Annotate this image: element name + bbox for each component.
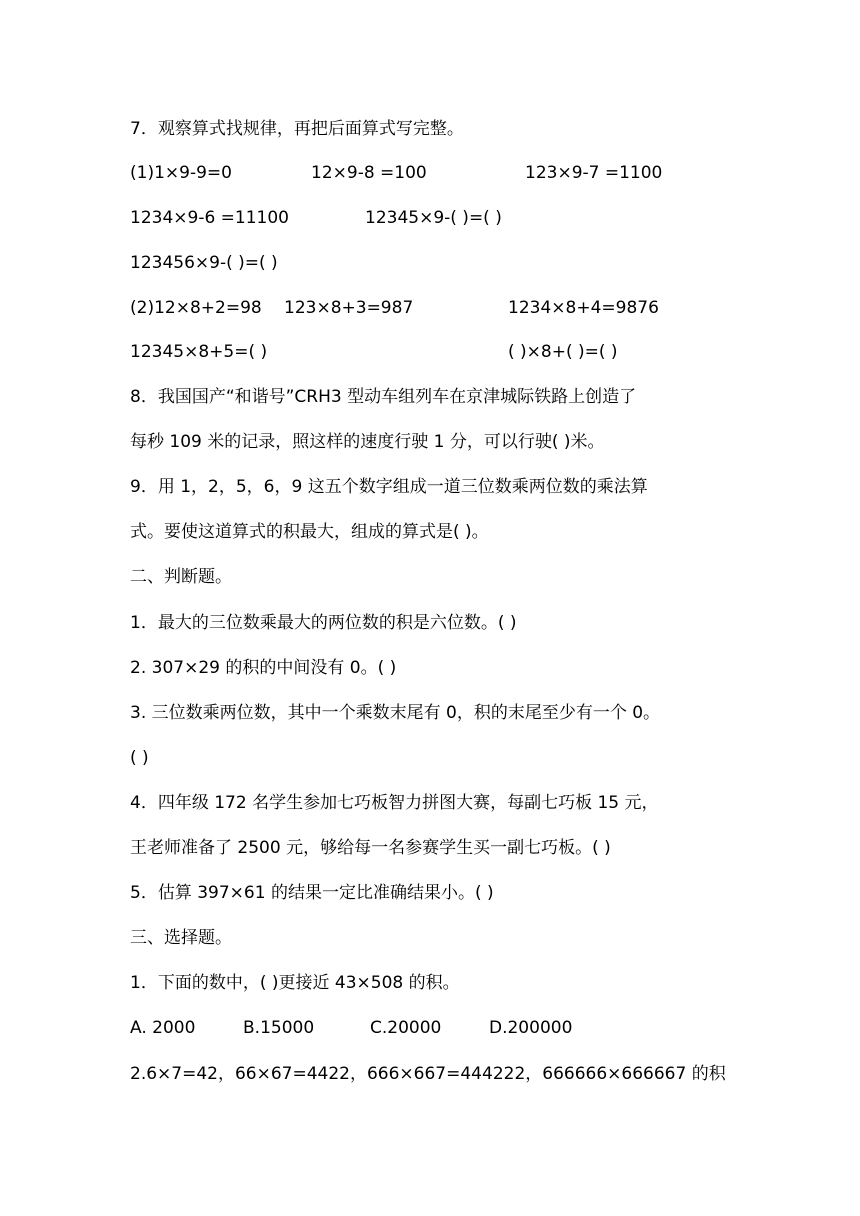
q7-r5-fill-blank-2: ( )×8+( )=( ) xyxy=(508,342,618,362)
choice-question-1: 1．下面的数中，( )更接近 43×508 的积。 xyxy=(130,973,460,993)
option-b: B.15000 xyxy=(243,1018,315,1038)
q7-title: 7．观察算式找规律，再把后面算式写完整。 xyxy=(130,119,464,139)
q7-row-1 xyxy=(130,162,740,184)
q9-line-2: 式。要使这道算式的积最大，组成的算式是( )。 xyxy=(130,522,489,542)
q7-row-2 xyxy=(130,207,740,229)
option-c: C.20000 xyxy=(370,1018,442,1038)
q8-line-1: 8．我国国产“和谐号”CRH3 型动车组列车在京津城际铁路上创造了 xyxy=(130,387,637,407)
judge-question-4-line-1: 4．四年级 172 名学生参加七巧板智力拼图大赛，每副七巧板 15 元， xyxy=(130,793,659,813)
q7-row-5 xyxy=(130,341,740,363)
q7-row-3 xyxy=(130,252,740,274)
section-2-heading: 二、判断题。 xyxy=(130,567,232,587)
q7-r1-expression-1: (1)1×9-9=0 xyxy=(130,163,232,183)
option-d: D.200000 xyxy=(489,1018,573,1038)
judge-question-5: 5．估算 397×61 的结果一定比准确结果小。( ) xyxy=(130,883,494,903)
choice-question-1-options xyxy=(130,1017,740,1039)
q7-r5-fill-blank-1: 12345×8+5=( ) xyxy=(130,342,268,362)
q7-r4-expression-3: 1234×8+4=9876 xyxy=(508,298,659,318)
choice-question-2-line-1: 2.6×7=42，66×67=4422，666×667=444222，666666×666667 的积 xyxy=(130,1064,726,1084)
judge-question-1: 1．最大的三位数乘最大的两位数的积是六位数。( ) xyxy=(130,613,517,633)
q7-r1-expression-3: 123×9-7 =1100 xyxy=(525,163,663,183)
q7-r3-fill-blank: 123456×9-( )=( ) xyxy=(130,253,278,273)
judge-question-3-line-1: 3. 三位数乘两位数，其中一个乘数末尾有 0，积的末尾至少有一个 0。 xyxy=(130,703,661,723)
q7-r1-expression-2: 12×9-8 =100 xyxy=(311,163,427,183)
q7-r2-expression-1: 1234×9-6 =11100 xyxy=(130,208,290,228)
judge-question-4-line-2: 王老师准备了 2500 元，够给每一名参赛学生买一副七巧板。( ) xyxy=(130,838,611,858)
judge-question-2: 2. 307×29 的积的中间没有 0。( ) xyxy=(130,658,397,678)
q7-r4-expression-1: (2)12×8+2=98 xyxy=(130,298,262,318)
q9-line-1: 9．用 1，2，5，6，9 这五个数字组成一道三位数乘两位数的乘法算 xyxy=(130,477,648,497)
q8-line-2: 每秒 109 米的记录，照这样的速度行驶 1 分，可以行驶( )米。 xyxy=(130,432,605,452)
judge-question-3-line-2: ( ) xyxy=(130,748,149,768)
q7-r4-expression-2: 123×8+3=987 xyxy=(284,298,414,318)
section-3-heading: 三、选择题。 xyxy=(130,928,232,948)
option-a: A. 2000 xyxy=(130,1018,196,1038)
q7-r2-fill-blank: 12345×9-( )=( ) xyxy=(365,208,502,228)
q7-row-4 xyxy=(130,297,740,319)
